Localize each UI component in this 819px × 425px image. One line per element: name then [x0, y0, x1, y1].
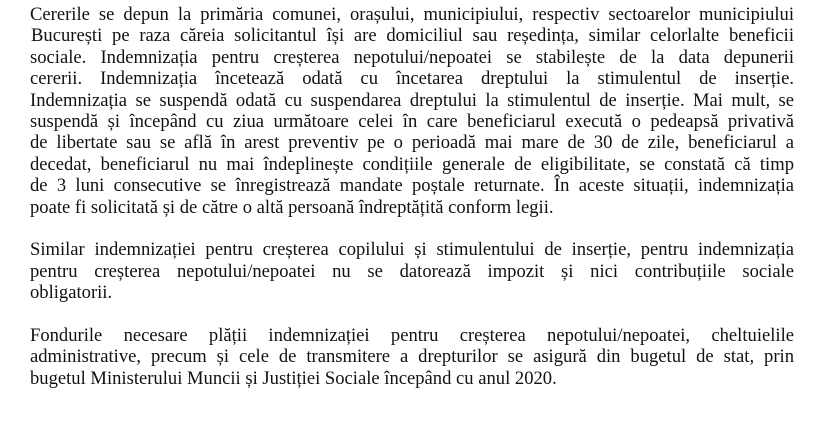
text-line: sociale. Indemnizația pentru creșterea nepotului/nepoatei se stabilește de la data depunerii: [30, 46, 794, 68]
text-line: București pe raza căreia solicitantul își are domiciliul sau reședința, similar celorlalte beneficii: [31, 25, 794, 47]
text-line: de libertate sau se află în arest preventiv pe o perioadă mai mare de 30 de zile, beneficiarul a: [30, 132, 794, 154]
text-line: pentru creșterea nepotului/nepoatei nu se datorează impozit și nici contribuțiile sociale: [30, 260, 794, 282]
text-line: poate fi solicitată și de către o altă persoană îndreptățită conform legii.: [30, 196, 554, 218]
text-line: obligatorii.: [30, 282, 113, 304]
text-line: de 3 luni consecutive se înregistrează mandate poștale returnate. În aceste situații, indemnizația: [30, 175, 794, 197]
text-line: suspendă și începând cu ziua următoare celei în care beneficiarul execută o pedeapsă privativă: [30, 110, 794, 132]
text-line: decedat, beneficiarul nu mai îndeplinește condițiile generale de eligibilitate, se constată că timp: [30, 153, 794, 175]
text-line: Indemnizația se suspendă odată cu suspendarea dreptului la stimulentul de inserție. Mai mult, se: [30, 89, 794, 111]
text-line: bugetul Ministerului Muncii și Justiției Sociale începând cu anul 2020.: [30, 367, 557, 389]
document-page: [30, 4, 794, 410]
text-line: administrative, precum și cele de transmitere a drepturilor se asigură din bugetul de stat, prin: [30, 346, 794, 368]
text-line: Similar indemnizației pentru creșterea copilului și stimulentului de inserție, pentru indemnizația: [30, 239, 794, 261]
text-line: Cererile se depun la primăria comunei, orașului, municipiului, respectiv sectoarelor municipiului: [30, 4, 794, 25]
text-line: Fondurile necesare plății indemnizației pentru creșterea nepotului/nepoatei, cheltuielile: [30, 324, 794, 346]
paragraph-tax-exemption: [30, 239, 794, 303]
text-line: cererii. Indemnizația încetează odată cu încetarea dreptului la stimulentul de inserție.: [30, 68, 794, 90]
paragraph-funding: [30, 325, 794, 389]
paragraph-application-procedure: [30, 4, 794, 218]
